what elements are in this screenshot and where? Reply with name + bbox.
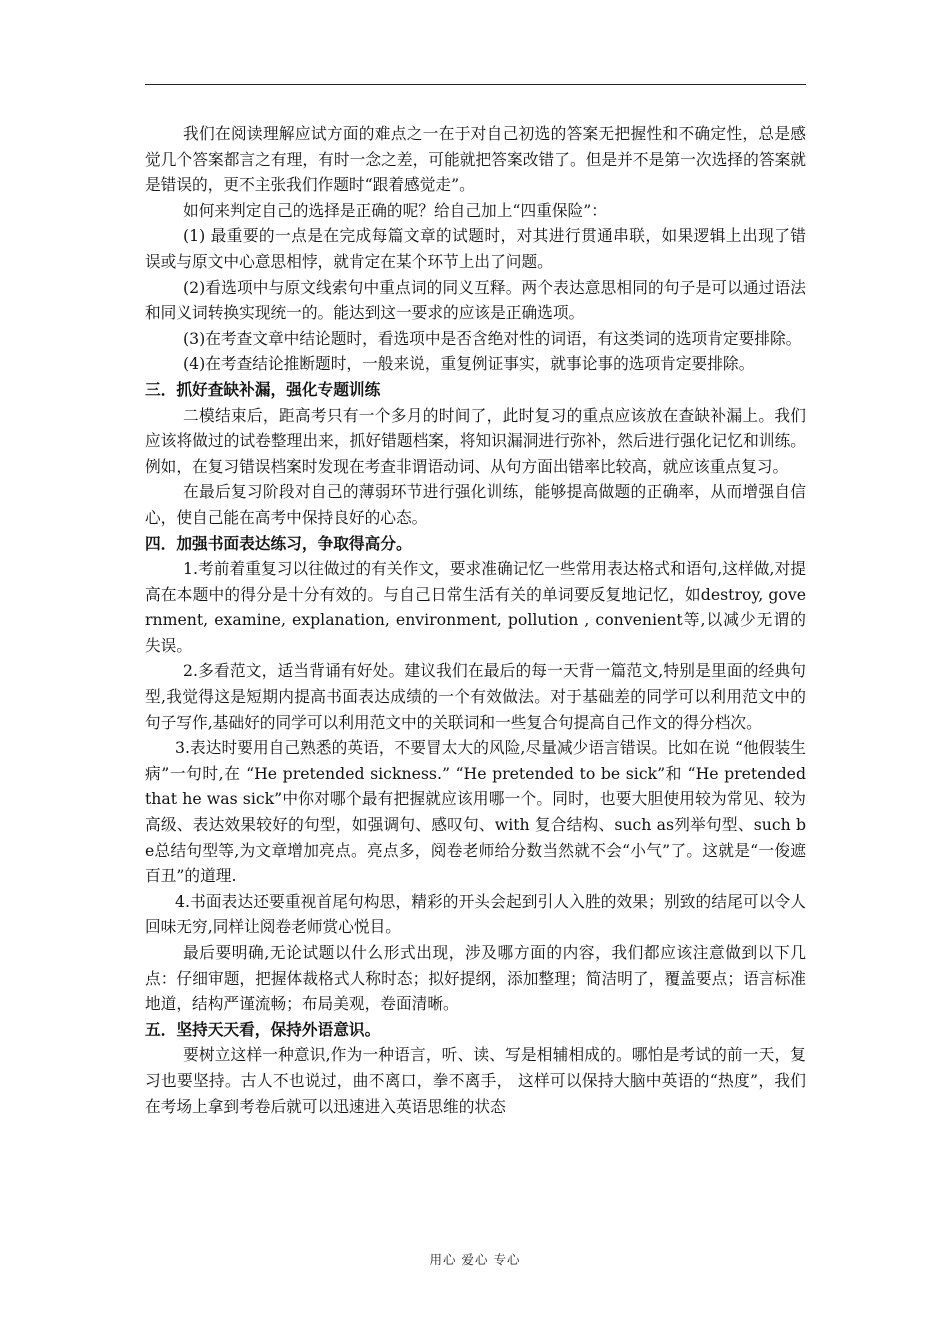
paragraph-section3-a: 二模结束后，距高考只有一个多月的时间了，此时复习的重点应该放在查缺补漏上。我们应该将做过的试卷整理出来，抓好错题档案，将知识漏洞进行弥补，然后进行强化记忆和训练。例如，在复习错误档案时发现在考查非谓语动词、从句方面出错率比较高，就应该重点复习。: [145, 405, 806, 476]
document-body: [145, 121, 806, 1119]
paragraph-writing-summary: 最后要明确,无论试题以什么形式出现，涉及哪方面的内容，我们都应该注意做到以下几点：仔细审题，把握体裁格式人称时态；拟好提纲，添加整理；简洁明了，覆盖要点；语言标准地道，结构严谨流畅；布局美观，卷面清晰。: [145, 943, 806, 1014]
paragraph-question: 如何来判定自己的选择是正确的呢？给自己加上“四重保险”：: [183, 200, 607, 220]
paragraph-writing-4: 4.书面表达还要重视首尾句构思，精彩的开头会起到引人入胜的效果；别致的结尾可以令人回味无穷,同样让阅卷老师赏心悦目。: [145, 891, 806, 937]
paragraph-point-2: (2)看选项中与原文线索句中重点词的同义互释。两个表达意思相同的句子是可以通过语法和同义词转换实现统一的。能达到这一要求的应该是正确选项。: [145, 277, 806, 323]
paragraph-point-1: (1) 最重要的一点是在完成每篇文章的试题时，对其进行贯通串联，如果逻辑上出现了错误或与原文中心意思相悖，就肯定在某个环节上出了问题。: [145, 226, 806, 271]
paragraph-writing-1: 1.考前着重复习以往做过的有关作文，要求准确记忆一些常用表达格式和语句,这样做,对提高在本题中的得分是十分有效的。与自己日常生活有关的单词要反复地记忆，如destroy, government, examine, explanation, environment, pollution , convenient等,以减少无谓的失误。: [145, 559, 806, 655]
paragraph-section3-b: 在最后复习阶段对自己的薄弱环节进行强化训练，能够提高做题的正确率，从而增强自信心，使自己能在高考中保持良好的心态。: [145, 482, 806, 527]
header-rule: [145, 84, 806, 85]
paragraph-writing-3: 3.表达时要用自己熟悉的英语，不要冒太大的风险,尽量减少语言错误。比如在说 “他假装生病”一句时,在 “He pretended sickness.” “He pretended to be sick”和 “He pretended that he was sick”中你对哪个最有把握就应该用哪一个。同时，也要大胆使用较为常见、较为高级、表达效果较好的句型，如强调句、感叹句、with 复合结构、such as列举句型、such be总结句型等,为文章增加亮点。亮点多，阅卷老师给分数当然就不会“小气”了。这就是“一俊遮百丑”的道理.: [145, 738, 806, 886]
section-heading-4: 四．加强书面表达练习，争取得高分。: [145, 533, 412, 553]
paragraph-section5: 要树立这样一种意识,作为一种语言，听、读、写是相辅相成的。哪怕是考试的前一天，复习也要坚持。古人不也说过，曲不离口，拳不离手， 这样可以保持大脑中英语的“热度”，我们在考场上拿到考卷后就可以迅速进入英语思维的状态: [145, 1045, 806, 1116]
paragraph-intro: 我们在阅读理解应试方面的难点之一在于对自己初选的答案无把握性和不确定性，总是感觉几个答案都言之有理，有时一念之差，可能就把答案改错了。但是并不是第一次选择的答案就是错误的，更不主张我们作题时“跟着感觉走”。: [145, 124, 806, 195]
section-heading-5: 五．坚持天天看，保持外语意识。: [145, 1019, 381, 1039]
paragraph-writing-2: 2.多看范文，适当背诵有好处。建议我们在最后的每一天背一篇范文,特别是里面的经典句型,我觉得这是短期内提高书面表达成绩的一个有效做法。对于基础差的同学可以利用范文中的句子写作,基础好的同学可以利用范文中的关联词和一些复合句提高自己作文的得分档次。: [145, 661, 806, 732]
page-footer: 用心 爱心 专心: [429, 1252, 521, 1267]
section-heading-3: 三．抓好查缺补漏，强化专题训练: [145, 379, 381, 399]
paragraph-point-3: (3)在考查文章中结论题时，看选项中是否含绝对性的词语，有这类词的选项肯定要排除。: [183, 328, 802, 348]
paragraph-point-4: (4)在考查结论推断题时，一般来说，重复例证事实，就事论事的选项肯定要排除。: [183, 354, 755, 374]
